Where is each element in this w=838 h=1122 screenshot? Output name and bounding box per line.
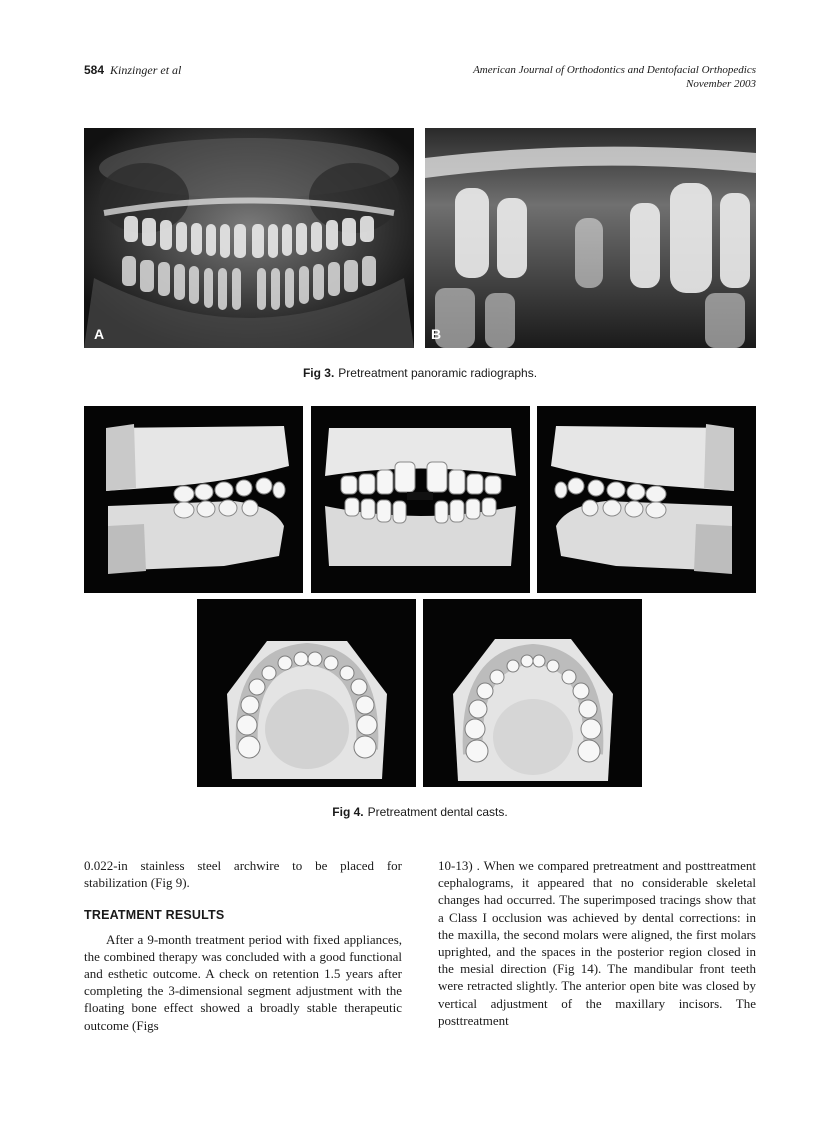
header-authors: Kinzinger et al <box>110 63 182 77</box>
cast-frontal <box>311 406 530 593</box>
radiograph-b-image <box>425 128 756 348</box>
panoramic-radiograph-a <box>84 128 414 348</box>
page-number: 584 <box>84 63 105 77</box>
panel-a-label: A <box>94 326 105 342</box>
cast-maxillary-occlusal <box>197 599 416 787</box>
issue-date: November 2003 <box>686 78 756 90</box>
header-right <box>473 63 756 91</box>
cast-mandibular-occlusal-image <box>423 599 642 787</box>
cast-right-lateral-image <box>84 406 303 593</box>
fig4-text: Pretreatment dental casts. <box>367 805 508 819</box>
right-column <box>438 857 756 1029</box>
fig3-text: Pretreatment panoramic radiographs. <box>338 366 538 380</box>
left-paragraph-2: After a 9-month treatment period with fixed appliances, the combined therapy was concluded with a good functional and esthetic outcome. A check on retention 1.5 years after completing the 3-dimensional segment adjustment with the floating bone effect showed a broadly stable therapeutic outcome (Figs <box>84 931 402 1033</box>
right-paragraph-1: 10-13) . When we compared pretreatment and posttreatment cephalograms, it appeared that no considerable skeletal changes had occurred. The superimposed tracings show that a Class I occlusion was achieved by dental corrections: in the maxilla, the second molars were aligned, the first molars uprighted, and the spaces in the posterior region closed in the mesial direction (Fig 14). The mandibular front teeth were retracted slightly. The anterior open bite was closed by vertical adjustment of the maxillary incisors. The posttreatment <box>438 858 756 1028</box>
fig3-number: Fig 3. <box>302 366 335 380</box>
fig3-caption <box>84 366 756 380</box>
cast-frontal-image <box>311 406 530 593</box>
cast-right-lateral <box>84 406 303 593</box>
cast-maxillary-occlusal-image <box>197 599 416 787</box>
left-paragraph-1: 0.022-in stainless steel archwire to be placed for stabilization (Fig 9). <box>84 858 402 891</box>
panel-b-label: B <box>431 326 442 342</box>
header-left <box>84 63 181 78</box>
left-column <box>84 857 402 1034</box>
fig4-number: Fig 4. <box>332 805 364 819</box>
cast-left-lateral-image <box>537 406 756 593</box>
radiograph-a-image <box>84 128 414 348</box>
cast-mandibular-occlusal <box>423 599 642 787</box>
cast-left-lateral <box>537 406 756 593</box>
section-heading: TREATMENT RESULTS <box>84 908 225 923</box>
journal-title: American Journal of Orthodontics and Dentofacial Orthopedics <box>473 64 756 76</box>
running-header <box>84 63 756 103</box>
fig4-caption <box>84 805 756 819</box>
radiograph-b <box>425 128 756 348</box>
